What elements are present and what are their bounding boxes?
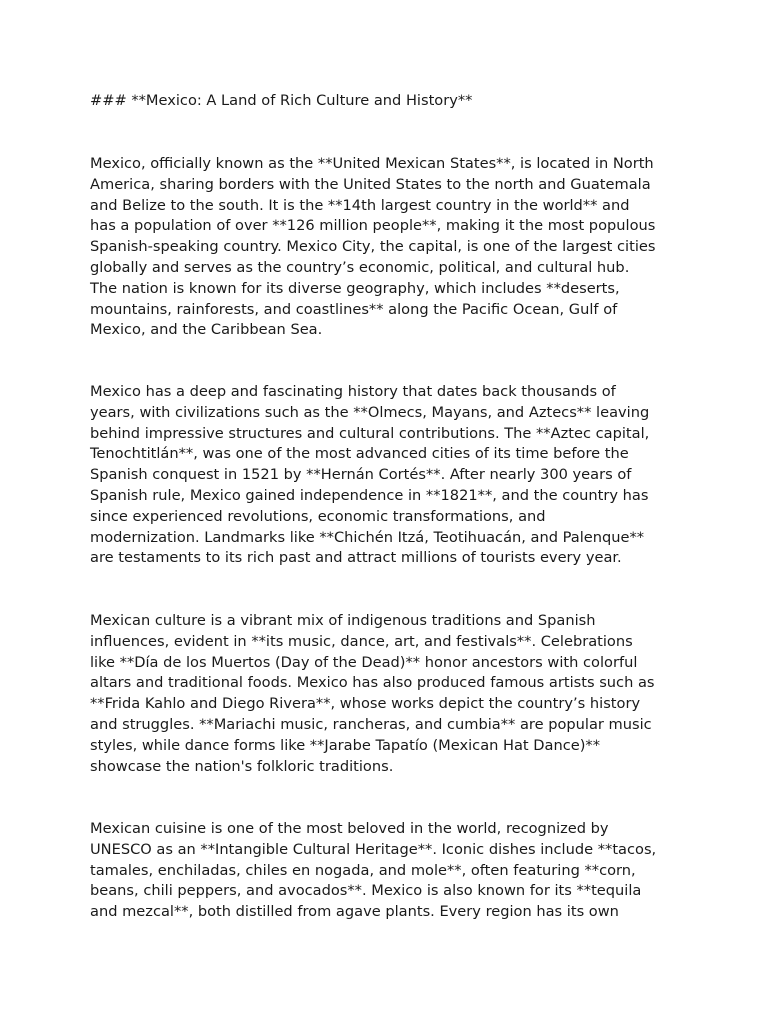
paragraph-culture (90, 611, 655, 777)
paragraph-line: America, sharing borders with the United States to the north and Guatemala (90, 175, 651, 193)
paragraph-line: Spanish-speaking country. Mexico City, the capital, is one of the largest cities (90, 238, 656, 256)
paragraph-line: Spanish conquest in 1521 by **Hernán Cortés**. After nearly 300 years of (90, 466, 632, 484)
paragraph-line: Mexican culture is a vibrant mix of indigenous traditions and Spanish (90, 612, 596, 629)
paragraph-line: mountains, rainforests, and coastlines** along the Pacific Ocean, Gulf of (90, 300, 618, 318)
paragraph-line: showcase the nation's folkloric traditions. (90, 757, 394, 775)
paragraph-line: tamales, enchiladas, chiles en nogada, and mole**, often featuring **corn, (90, 861, 636, 879)
paragraph-line: globally and serves as the country’s economic, political, and cultural hub. (90, 258, 630, 276)
paragraph-line: **Frida Kahlo and Diego Rivera**, whose works depict the country’s history (90, 695, 641, 713)
paragraph-line: Mexican cuisine is one of the most beloved in the world, recognized by (90, 820, 609, 837)
paragraph-line: The nation is known for its diverse geography, which includes **deserts, (90, 279, 620, 297)
paragraph-line: since experienced revolutions, economic transformations, and (90, 507, 546, 525)
paragraph-line: has a population of over **126 million people**, making it the most populous (90, 217, 656, 235)
paragraph-line: influences, evident in **its music, dance, art, and festivals**. Celebrations (90, 632, 633, 650)
paragraph-line: behind impressive structures and cultural contributions. The **Aztec capital, (90, 424, 650, 442)
paragraph-line: and Belize to the south. It is the **14th largest country in the world** and (90, 196, 630, 214)
paragraph-history (90, 382, 649, 569)
paragraph-line: beans, chili peppers, and avocados**. Mexico is also known for its **tequila (90, 882, 642, 900)
paragraph-line: styles, while dance forms like **Jarabe Tapatío (Mexican Hat Dance)** (90, 736, 601, 754)
paragraph-line: and mezcal**, both distilled from agave plants. Every region has its own (90, 903, 619, 921)
paragraph-line: altars and traditional foods. Mexico has also produced famous artists such as (90, 674, 655, 692)
paragraph-line: Spanish rule, Mexico gained independence in **1821**, and the country has (90, 486, 649, 504)
paragraph-line: Mexico, officially known as the **United Mexican States**, is located in North (90, 155, 654, 172)
paragraph-geography (90, 154, 655, 341)
paragraph-line: Tenochtitlán**, was one of the most advanced cities of its time before the (90, 445, 629, 463)
paragraph-line: are testaments to its rich past and attract millions of tourists every year. (90, 549, 622, 567)
paragraph-line: Mexico, and the Caribbean Sea. (90, 321, 323, 339)
paragraph-cuisine (90, 819, 656, 923)
paragraph-line: and struggles. **Mariachi music, rancheras, and cumbia** are popular music (90, 715, 652, 733)
document-page (90, 90, 690, 921)
document-heading: ### **Mexico: A Land of Rich Culture and History** (90, 92, 473, 109)
paragraph-line: Mexico has a deep and fascinating history that dates back thousands of (90, 383, 616, 400)
paragraph-line: modernization. Landmarks like **Chichén Itzá, Teotihuacán, and Palenque** (90, 528, 645, 546)
paragraph-line: like **Día de los Muertos (Day of the Dead)** honor ancestors with colorful (90, 653, 638, 671)
paragraph-line: UNESCO as an **Intangible Cultural Heritage**. Iconic dishes include **tacos, (90, 840, 657, 858)
paragraph-line: years, with civilizations such as the **Olmecs, Mayans, and Aztecs** leaving (90, 403, 650, 421)
